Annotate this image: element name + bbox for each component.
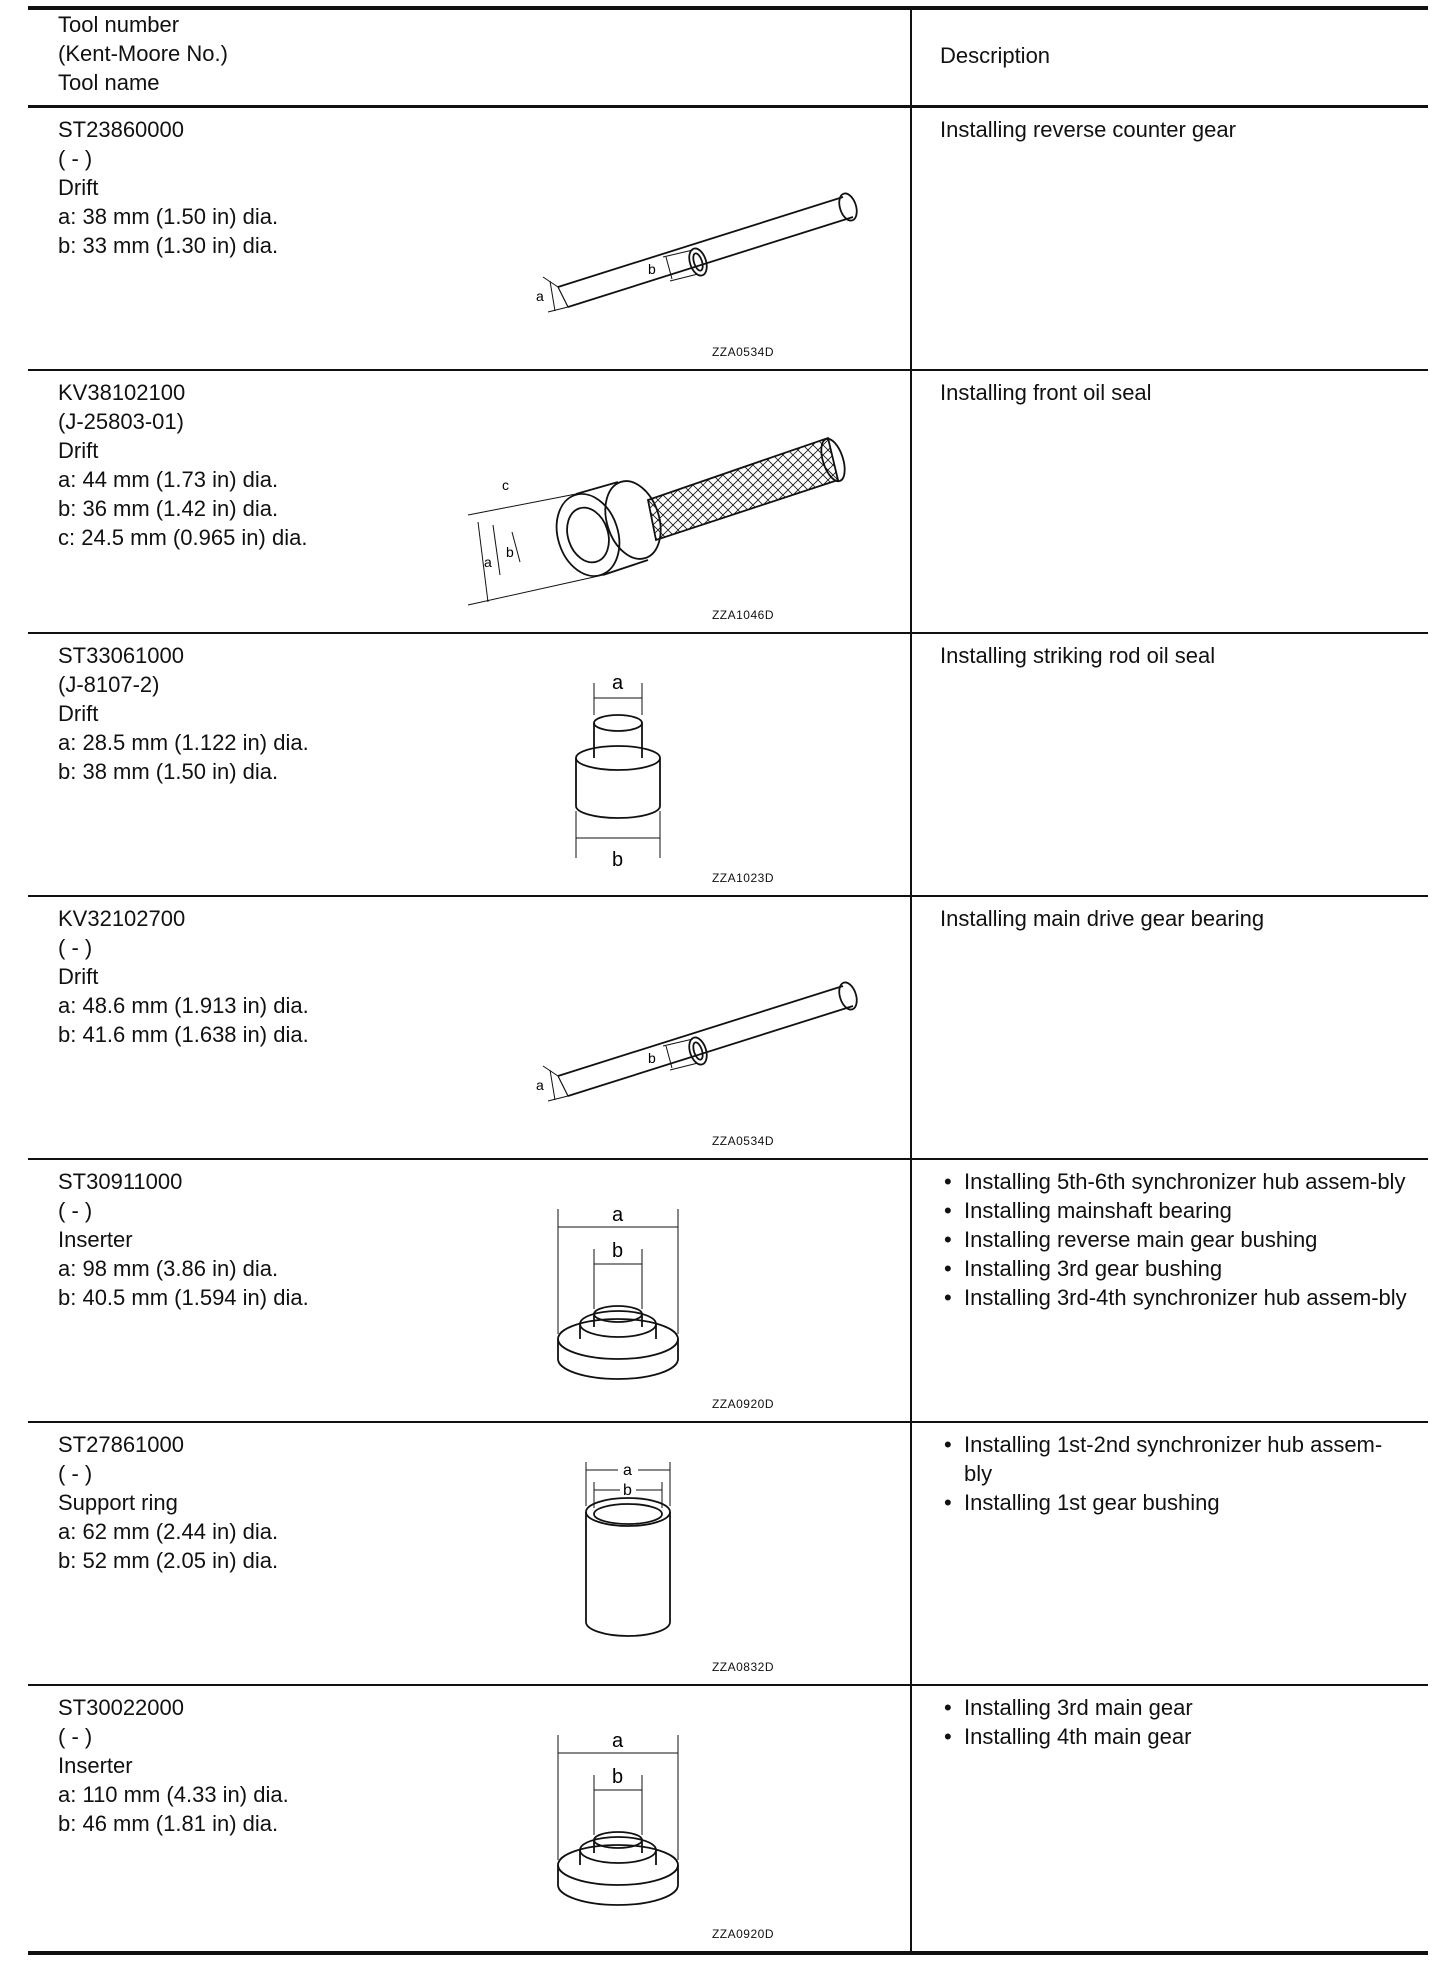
tool-name: Drift	[58, 175, 99, 200]
tool-name: Drift	[58, 964, 99, 989]
image-code: ZZA0832D	[711, 1660, 774, 1674]
tool-info	[58, 1167, 498, 1312]
support-ring-drawing	[498, 1422, 858, 1684]
tool-number: ST30911000	[58, 1169, 183, 1194]
inserter-drawing	[498, 1685, 858, 1951]
image-code: ZZA0534D	[711, 1134, 774, 1148]
list-item: • Installing mainshaft bearing	[940, 1196, 1410, 1225]
tool-dimension: b: 41.6 mm (1.638 in) dia.	[58, 1022, 309, 1047]
tool-dimension: a: 44 mm (1.73 in) dia.	[58, 467, 279, 492]
inserter-illustration	[498, 1685, 858, 1951]
tool-number: ST33061000	[58, 643, 184, 668]
drift-knurled-drawing	[484, 370, 858, 632]
table-row	[28, 1685, 1428, 1951]
list-item: • Installing reverse main gear bushing	[940, 1225, 1410, 1254]
tool-dimension: c: 24.5 mm (0.965 in) dia.	[58, 525, 308, 550]
support-ring-illustration	[498, 1422, 858, 1684]
tool-dimension: b: 33 mm (1.30 in) dia.	[58, 233, 279, 258]
description-list	[940, 1167, 1410, 1312]
kent-moore-number: ( - )	[58, 1461, 93, 1486]
tool-number: KV38102100	[58, 380, 186, 405]
drift-tube-drawing	[498, 107, 858, 369]
tool-info	[58, 1693, 498, 1838]
dimension-label-a: a	[612, 1204, 624, 1226]
dimension-label-b: b	[648, 261, 656, 277]
dimension-label-a: a	[536, 1077, 544, 1093]
description-list	[940, 1693, 1410, 1751]
dimension-label-a: a	[623, 1462, 632, 1479]
table-row	[28, 896, 1428, 1158]
tool-description	[940, 1430, 1410, 1517]
dimension-label-b: b	[648, 1050, 656, 1066]
description-text: Installing front oil seal	[940, 380, 1152, 405]
dimension-label-a: a	[612, 1730, 624, 1752]
tool-name: Inserter	[58, 1227, 133, 1252]
tool-number: ST23860000	[58, 117, 184, 142]
drift-illustration	[498, 633, 858, 895]
tool-description	[940, 115, 1410, 144]
header-kent-moore: (Kent-Moore No.)	[58, 41, 228, 66]
tool-dimension: b: 36 mm (1.42 in) dia.	[58, 496, 279, 521]
tool-dimension: b: 52 mm (2.05 in) dia.	[58, 1548, 279, 1573]
dimension-label-b: b	[612, 849, 624, 871]
list-item: • Installing 5th-6th synchronizer hub assem-bly	[940, 1167, 1410, 1196]
drift-illustration	[498, 107, 858, 369]
image-code: ZZA0920D	[711, 1397, 774, 1411]
tool-dimension: b: 40.5 mm (1.594 in) dia.	[58, 1285, 309, 1310]
stepped-drift-drawing	[498, 633, 858, 895]
list-item: • Installing 3rd-4th synchronizer hub assem-bly	[940, 1283, 1410, 1312]
tool-name: Drift	[58, 438, 99, 463]
dimension-label-b: b	[623, 1482, 632, 1499]
dimension-label-a: a	[536, 288, 544, 304]
dimension-label-b: b	[612, 1766, 624, 1788]
drift-tube-drawing	[498, 896, 858, 1158]
image-code: ZZA1046D	[711, 608, 774, 622]
tool-info	[58, 904, 498, 1049]
kent-moore-number: ( - )	[58, 1724, 93, 1749]
kent-moore-number: ( - )	[58, 1198, 93, 1223]
tool-description	[940, 378, 1410, 407]
description-text: Installing main drive gear bearing	[940, 906, 1265, 931]
tool-dimension: a: 62 mm (2.44 in) dia.	[58, 1519, 279, 1544]
image-code: ZZA0534D	[711, 345, 774, 359]
tool-number: ST27861000	[58, 1432, 184, 1457]
description-list	[940, 1430, 1410, 1517]
inserter-illustration	[498, 1159, 858, 1421]
tool-description	[940, 904, 1410, 933]
tool-name: Drift	[58, 701, 99, 726]
header-tool-number: Tool number	[58, 12, 180, 37]
dimension-label-a: a	[612, 672, 624, 694]
tool-info	[58, 378, 498, 552]
kent-moore-number: ( - )	[58, 935, 93, 960]
kent-moore-number: ( - )	[58, 146, 93, 171]
tool-description	[940, 641, 1410, 670]
table-row	[28, 633, 1428, 895]
table-bottom-rule	[28, 1951, 1428, 1955]
tool-dimension: a: 38 mm (1.50 in) dia.	[58, 204, 279, 229]
tool-name: Support ring	[58, 1490, 178, 1515]
dimension-label-a: a	[484, 554, 492, 570]
tool-dimension: b: 46 mm (1.81 in) dia.	[58, 1811, 279, 1836]
description-text: Installing reverse counter gear	[940, 117, 1236, 142]
tool-description	[940, 1693, 1410, 1751]
header-description: Description	[940, 43, 1051, 68]
dimension-label-b: b	[612, 1240, 624, 1262]
tool-table	[28, 6, 1428, 1955]
dimension-label-c: c	[502, 477, 509, 493]
kent-moore-number: (J-25803-01)	[58, 409, 184, 434]
tool-dimension: a: 98 mm (3.86 in) dia.	[58, 1256, 279, 1281]
table-row	[28, 107, 1428, 369]
tool-dimension: a: 28.5 mm (1.122 in) dia.	[58, 730, 309, 755]
image-code: ZZA0920D	[711, 1927, 774, 1941]
tool-info	[58, 115, 498, 260]
tool-description	[940, 1167, 1410, 1312]
inserter-drawing	[498, 1159, 858, 1421]
header-tool-column	[58, 10, 878, 97]
tool-info	[58, 641, 498, 786]
list-item: • Installing 3rd gear bushing	[940, 1254, 1410, 1283]
image-code: ZZA1023D	[711, 871, 774, 885]
header-tool-name: Tool name	[58, 70, 160, 95]
tool-info	[58, 1430, 498, 1575]
list-item: • Installing 1st-2nd synchronizer hub assem-bly	[940, 1430, 1410, 1488]
tool-number: KV32102700	[58, 906, 186, 931]
tool-name: Inserter	[58, 1753, 133, 1778]
list-item: • Installing 1st gear bushing	[940, 1488, 1410, 1517]
list-item: • Installing 4th main gear	[940, 1722, 1410, 1751]
list-item: • Installing 3rd main gear	[940, 1693, 1410, 1722]
drift-illustration	[484, 370, 858, 632]
tool-dimension: a: 48.6 mm (1.913 in) dia.	[58, 993, 309, 1018]
dimension-label-b: b	[506, 544, 514, 560]
drift-illustration	[498, 896, 858, 1158]
tool-number: ST30022000	[58, 1695, 184, 1720]
tool-dimension: a: 110 mm (4.33 in) dia.	[58, 1782, 289, 1807]
tool-dimension: b: 38 mm (1.50 in) dia.	[58, 759, 279, 784]
kent-moore-number: (J-8107-2)	[58, 672, 160, 697]
table-row	[28, 1159, 1428, 1421]
table-row	[28, 1422, 1428, 1684]
table-row	[28, 370, 1428, 632]
description-text: Installing striking rod oil seal	[940, 643, 1216, 668]
